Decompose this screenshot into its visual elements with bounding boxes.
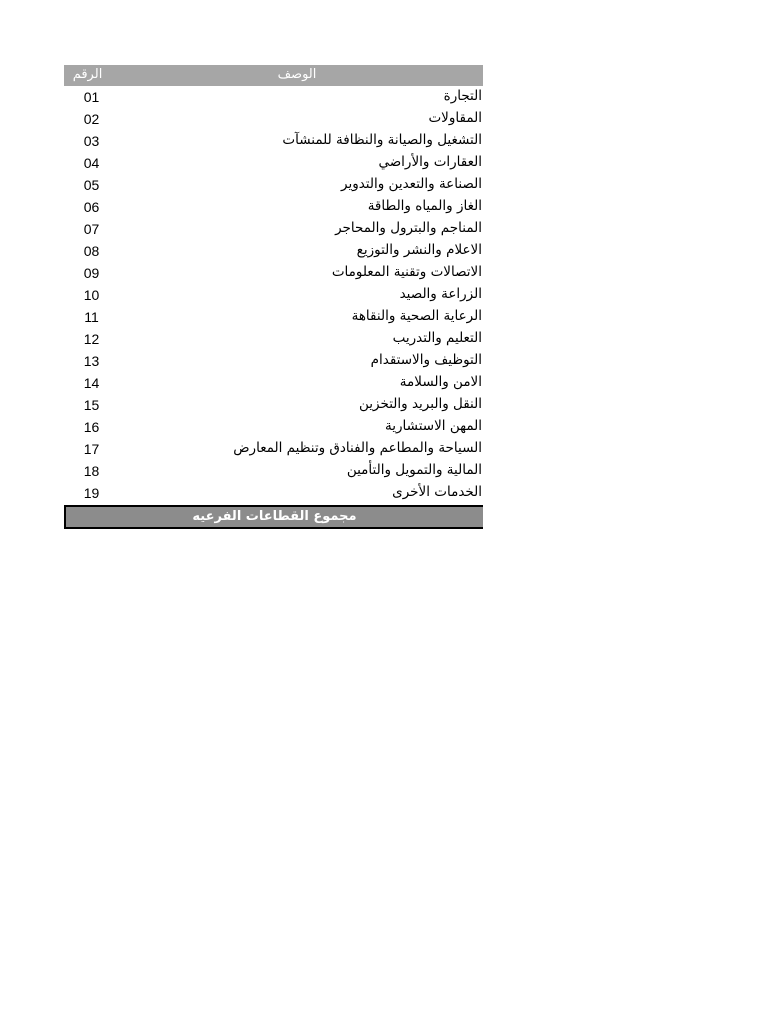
table-row <box>64 416 483 438</box>
row-description: التجارة <box>443 88 482 104</box>
row-number: 02 <box>83 111 100 127</box>
row-number: 09 <box>83 265 100 281</box>
table-row <box>64 460 483 482</box>
row-number: 17 <box>83 441 100 457</box>
table-row <box>64 482 483 504</box>
row-description: الغاز والمياه والطاقة <box>367 198 482 214</box>
table-row <box>64 240 483 262</box>
table-row <box>64 350 483 372</box>
table-header <box>64 65 483 86</box>
row-number: 01 <box>83 89 100 105</box>
row-description: الصناعة والتعدين والتدوير <box>341 176 482 192</box>
row-description: العقارات والأراضي <box>378 154 482 170</box>
row-number: 04 <box>83 155 100 171</box>
table-body <box>64 86 483 504</box>
row-description: النقل والبريد والتخزين <box>359 396 482 412</box>
row-number: 06 <box>83 199 100 215</box>
table-row <box>64 108 483 130</box>
row-description: الخدمات الأخرى <box>392 484 482 500</box>
table-row <box>64 438 483 460</box>
row-description: المهن الاستشارية <box>385 418 482 434</box>
row-description: الاتصالات وتقنية المعلومات <box>331 264 482 280</box>
header-description: الوصف <box>277 67 317 82</box>
table-row <box>64 262 483 284</box>
row-number: 03 <box>83 133 100 149</box>
table-row <box>64 394 483 416</box>
table-row <box>64 328 483 350</box>
row-description: الامن والسلامة <box>399 374 482 390</box>
row-number: 18 <box>83 463 100 479</box>
table-row <box>64 152 483 174</box>
table-row <box>64 284 483 306</box>
table-row <box>64 196 483 218</box>
row-description: السياحة والمطاعم والفنادق وتنظيم المعارض <box>233 440 482 456</box>
header-number: الرقم <box>72 67 103 82</box>
row-description: المقاولات <box>428 110 482 126</box>
sectors-table <box>64 65 483 529</box>
row-number: 14 <box>83 375 100 391</box>
row-number: 13 <box>83 353 100 369</box>
row-description: المالية والتمويل والتأمين <box>346 462 482 478</box>
row-number: 07 <box>83 221 100 237</box>
row-description: المناجم والبترول والمحاجر <box>335 220 482 236</box>
row-description: الزراعة والصيد <box>399 286 482 302</box>
total-row: مجموع القطاعات الفرعيه <box>64 505 483 529</box>
row-description: الرعاية الصحية والنقاهة <box>351 308 482 324</box>
row-number: 19 <box>83 485 100 501</box>
row-description: التشغيل والصيانة والنظافة للمنشآت <box>282 132 482 148</box>
table-row <box>64 174 483 196</box>
table-row <box>64 86 483 108</box>
row-number: 05 <box>83 177 100 193</box>
table-row <box>64 306 483 328</box>
row-number: 15 <box>83 397 100 413</box>
row-number: 16 <box>83 419 100 435</box>
table-row <box>64 372 483 394</box>
table-row <box>64 218 483 240</box>
row-number: 10 <box>83 287 100 303</box>
row-description: التوظيف والاستقدام <box>370 352 482 368</box>
row-description: التعليم والتدريب <box>392 330 482 346</box>
row-number: 11 <box>84 309 99 325</box>
row-number: 08 <box>83 243 100 259</box>
table-row <box>64 130 483 152</box>
row-number: 12 <box>83 331 100 347</box>
row-description: الاعلام والنشر والتوزيع <box>356 242 482 258</box>
